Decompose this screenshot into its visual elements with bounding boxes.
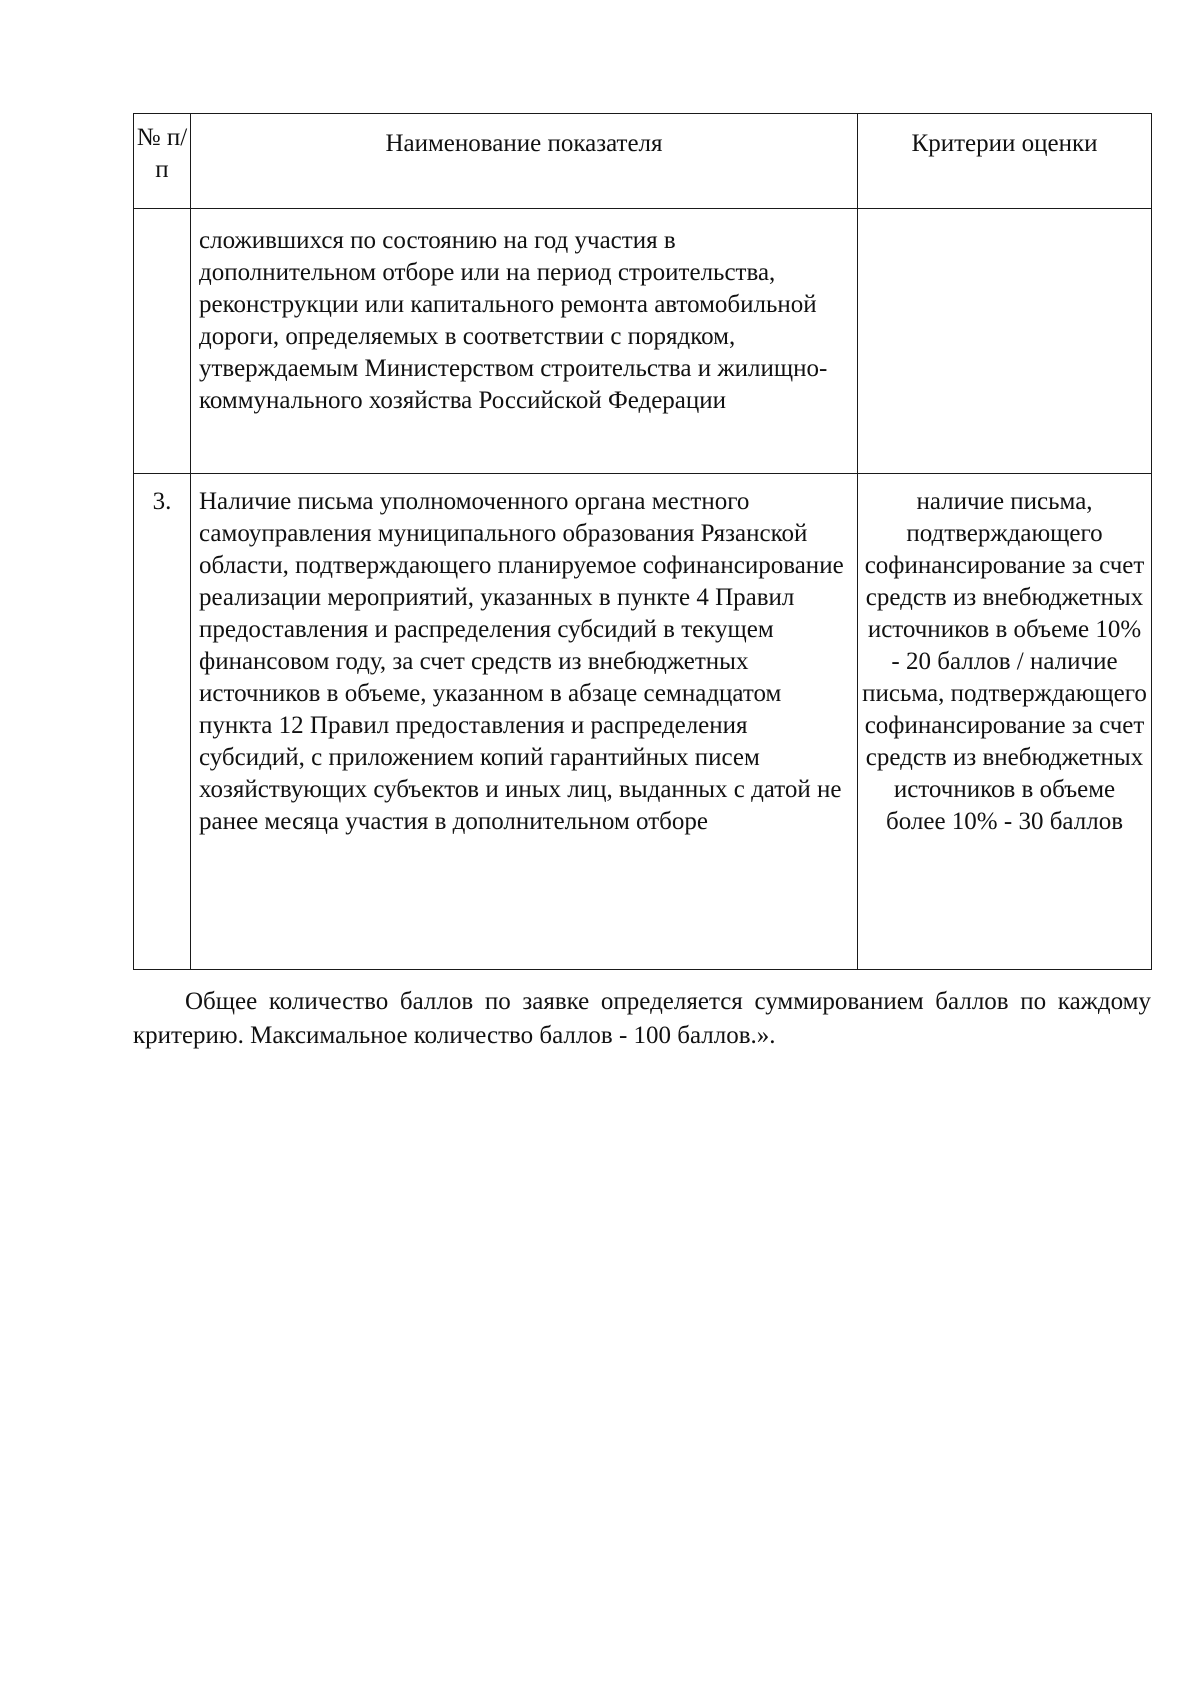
table-row [134,209,1152,474]
header-number: № п/п [134,114,191,209]
header-criteria: Критерии оценки [858,114,1152,209]
summary-paragraph: Общее количество баллов по заявке определяется суммированием баллов по каждому критерию. Максимальное количество баллов - 100 баллов.». [133,988,1151,1049]
row-number: 3. [134,474,191,970]
criteria-table [133,113,1152,970]
header-name: Наименование показателя [191,114,858,209]
row-number [134,209,191,474]
evaluation-criteria [858,209,1152,474]
table-header-row [134,114,1152,209]
indicator-name: Наличие письма уполномоченного органа местного самоуправления муниципального образования Рязанской области, подтверждающего планируемое софинансирование реализации мероприятий, указанных в пункте 4 Правил предоставления и распределения субсидий в текущем финансовом году, за счет средств из внебюджетных источников в объеме, указанном в абзаце семнадцатом пункта 12 Правил предоставления и распределения субсидий, с приложением копий гарантийных писем хозяйствующих субъектов и иных лиц, выданных с датой не ранее месяца участия в дополнительном отборе [191,474,858,970]
evaluation-criteria: наличие письма, подтверждающего софинансирование за счет средств из внебюджетных источников в объеме 10% - 20 баллов / наличие письма, подтверждающего софинансирование за счет средств из внебюджетных источников в объеме более 10% - 30 баллов [858,474,1152,970]
indicator-name: сложившихся по состоянию на год участия в дополнительном отборе или на период строительства, реконструкции или капитального ремонта автомобильной дороги, определяемых в соответствии с порядком, утверждаемым Министерством строительства и жилищно-коммунального хозяйства Российской Федерации [191,209,858,474]
table-row [134,474,1152,970]
